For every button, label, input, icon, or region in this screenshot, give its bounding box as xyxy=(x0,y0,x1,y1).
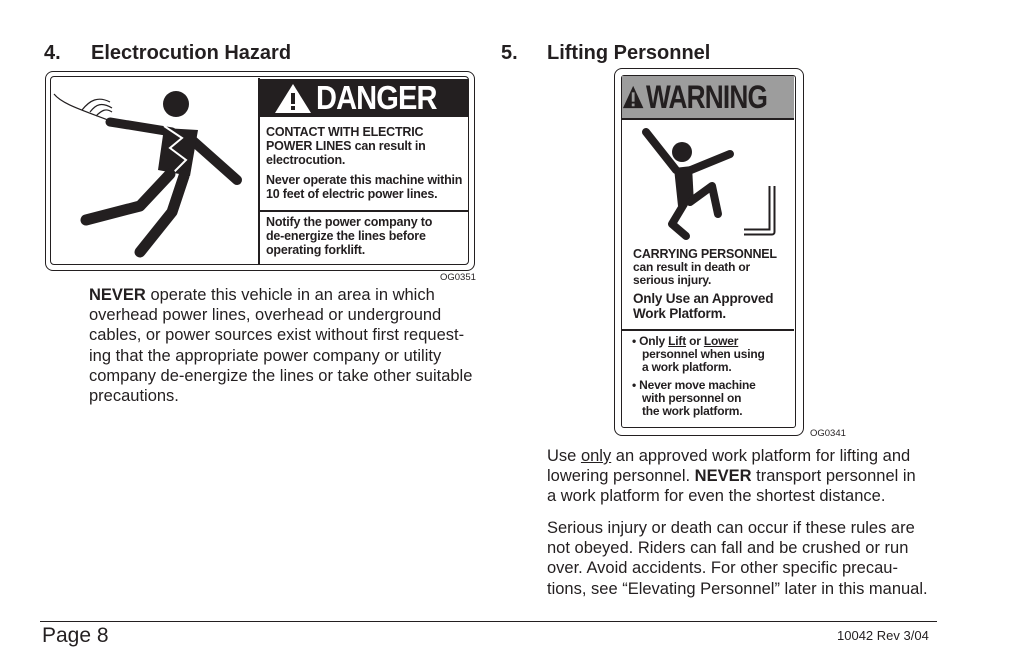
section-5-title: Lifting Personnel xyxy=(547,42,711,64)
warning-sign-text: CARRYING PERSONNEL can result in death or serious injury. Only Use an Approved Work Platform. xyxy=(633,247,777,321)
danger-sign-code: OG0351 xyxy=(440,272,476,283)
document-revision: 10042 Rev 3/04 xyxy=(837,628,929,643)
warning-triangle-icon xyxy=(622,84,644,110)
section-5-paragraph-1: Use only an approved work platform for lifting and lowering personnel. NEVER transport personnel in a work platform for even the shortest distance. xyxy=(547,447,916,506)
danger-header-text: DANGER xyxy=(315,79,437,116)
electrocution-figure-icon xyxy=(52,80,252,260)
footer-rule xyxy=(40,621,937,622)
warning-sign-divider xyxy=(622,329,794,331)
page-number: Page 8 xyxy=(42,624,109,647)
section-4-title: Electrocution Hazard xyxy=(91,42,292,64)
danger-sign-divider xyxy=(259,210,468,212)
warning-header xyxy=(622,76,794,118)
falling-person-icon xyxy=(634,124,784,246)
warning-sign-bullets: • Only Lift or Lower personnel when using a work platform. • Never move machine with personnel on the work platform. xyxy=(632,334,765,418)
danger-sign-divider-vertical xyxy=(258,78,260,265)
section-5-number: 5. xyxy=(501,42,518,64)
warning-sign-code: OG0341 xyxy=(810,428,846,439)
warning-triangle-icon xyxy=(274,82,312,114)
section-4-body: NEVER operate this vehicle in an area in which overhead power lines, overhead or underground cables, or power sources exist without first request- ing that the appropriate power company or utility company de-energize the lines or take other suitable precautions. xyxy=(89,286,473,406)
danger-sign-notify: Notify the power company to de-energize the lines before operating forklift. xyxy=(266,215,433,257)
section-5-paragraph-2: Serious injury or death can occur if these rules are not obeyed. Riders can fall and be crushed or run over. Avoid accidents. For other specific precau- tions, see “Elevating Personnel” later in this manual. xyxy=(547,519,928,598)
warning-header-divider xyxy=(622,118,794,120)
danger-header xyxy=(259,79,468,117)
warning-header-text: WARNING xyxy=(646,78,768,115)
danger-sign-text: CONTACT WITH ELECTRIC POWER LINES can result in electrocution. Never operate this machine within 10 feet of electric power lines. xyxy=(266,125,463,201)
section-4-number: 4. xyxy=(44,42,61,64)
